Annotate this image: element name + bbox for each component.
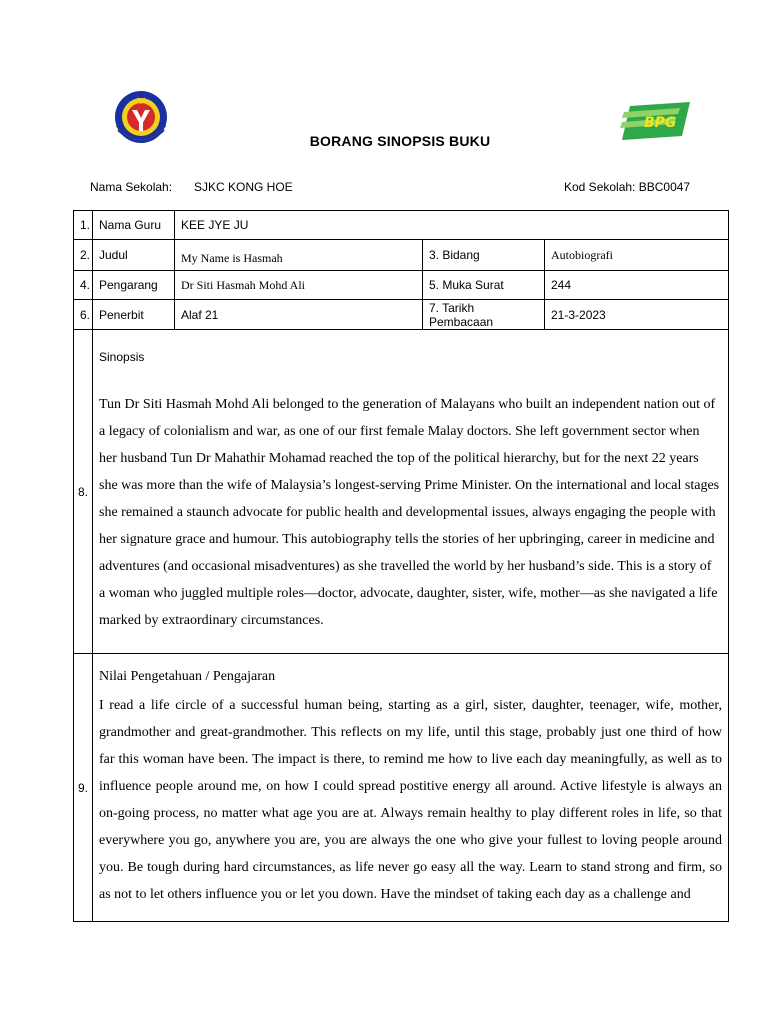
row-lessons [74, 654, 729, 922]
teacher-value: KEE JYE JU [175, 211, 729, 240]
author-value: Dr Siti Hasmah Mohd Ali [175, 271, 423, 300]
publisher-value: Alaf 21 [175, 300, 423, 330]
pages-label: 5. Muka Surat [423, 271, 545, 300]
school-label: Nama Sekolah: [90, 180, 173, 194]
row-number: 2. [74, 240, 93, 271]
school-code: Kod Sekolah: BBC0047 [564, 180, 691, 194]
row-teacher [74, 211, 729, 240]
pages-value: 244 [545, 271, 729, 300]
author-label: Pengarang [93, 271, 175, 300]
field-value: Autobiografi [545, 240, 729, 271]
book-title-value: My Name is Hasmah [181, 250, 283, 265]
title-label: Judul [93, 240, 175, 271]
row-synopsis [74, 330, 729, 654]
row-number: 1. [74, 211, 93, 240]
school-name [90, 180, 293, 194]
row-author [74, 271, 729, 300]
row-title [74, 240, 729, 271]
publisher-label: Penerbit [93, 300, 175, 330]
reading-date-label: 7. Tarikh Pembacaan [423, 300, 545, 330]
teacher-label: Nama Guru [93, 211, 175, 240]
form-title: BORANG SINOPSIS BUKU [309, 133, 491, 149]
lessons-label: Nilai Pengetahuan / Pengajaran [99, 669, 276, 684]
row-number: 4. [74, 271, 93, 300]
synopsis-text: Tun Dr Siti Hasmah Mohd Ali belonged to the generation of Malayans who built an independent nation out of a legacy of colonialism and war, as one of our first female Malay doctors. She left government sector when her husband Tun Dr Mahathir Mohamad reached the top of the political hierarchy, but for the next 22 years she was more than the wife of Malaysia’s longest-serving Prime Minister. On the international and local stages she remained a staunch advocate for public health and developmental issues, always engaging the people with her signature grace and humour. This autobiography tells the stories of her upbringing, career in medicine and adventures (and occasional misadventures) as she travelled the world by her husband’s side. This is a story of a woman who juggled multiple roles—doctor, advocate, daughter, sister, wife, mother—as she navigated a life marked by extraordinary circumstances. [99, 397, 720, 628]
field-label: 3. Bidang [423, 240, 545, 271]
row-number: 8. [74, 330, 93, 654]
row-publisher [74, 300, 729, 330]
row-number: 9. [74, 654, 93, 922]
reading-date-value: 21-3-2023 [545, 300, 729, 330]
lessons-text: I read a life circle of a successful human being, starting as a girl, sister, daughter, teenager, wife, mother, grandmother and great-grandmother. This reflects on my life, until this stage, probably just one third of how far this woman have been. The impact is there, to remind me how to live each day meaningfully, as well as to influence people around me, on how I could spread postitive energy all around. Active lifestyle is always an on-going process, no matter what age you are at. Always remain healthy to play different roles in life, so that everywhere you go, anywhere you are, you are always the one who give your fullest to loving people around you. Be tough during hard circumstances, as life never go easy all the way. Learn to stand strong and firm, so as not to let others influence you or let you down. Have the mindset of taking each day as a challenge and [99, 698, 722, 902]
svg-text:BPG: BPG [644, 115, 677, 131]
synopsis-form-table [73, 210, 729, 922]
row-number: 6. [74, 300, 93, 330]
school-value: SJKC KONG HOE [194, 180, 293, 194]
synopsis-label: Sinopsis [99, 350, 145, 364]
